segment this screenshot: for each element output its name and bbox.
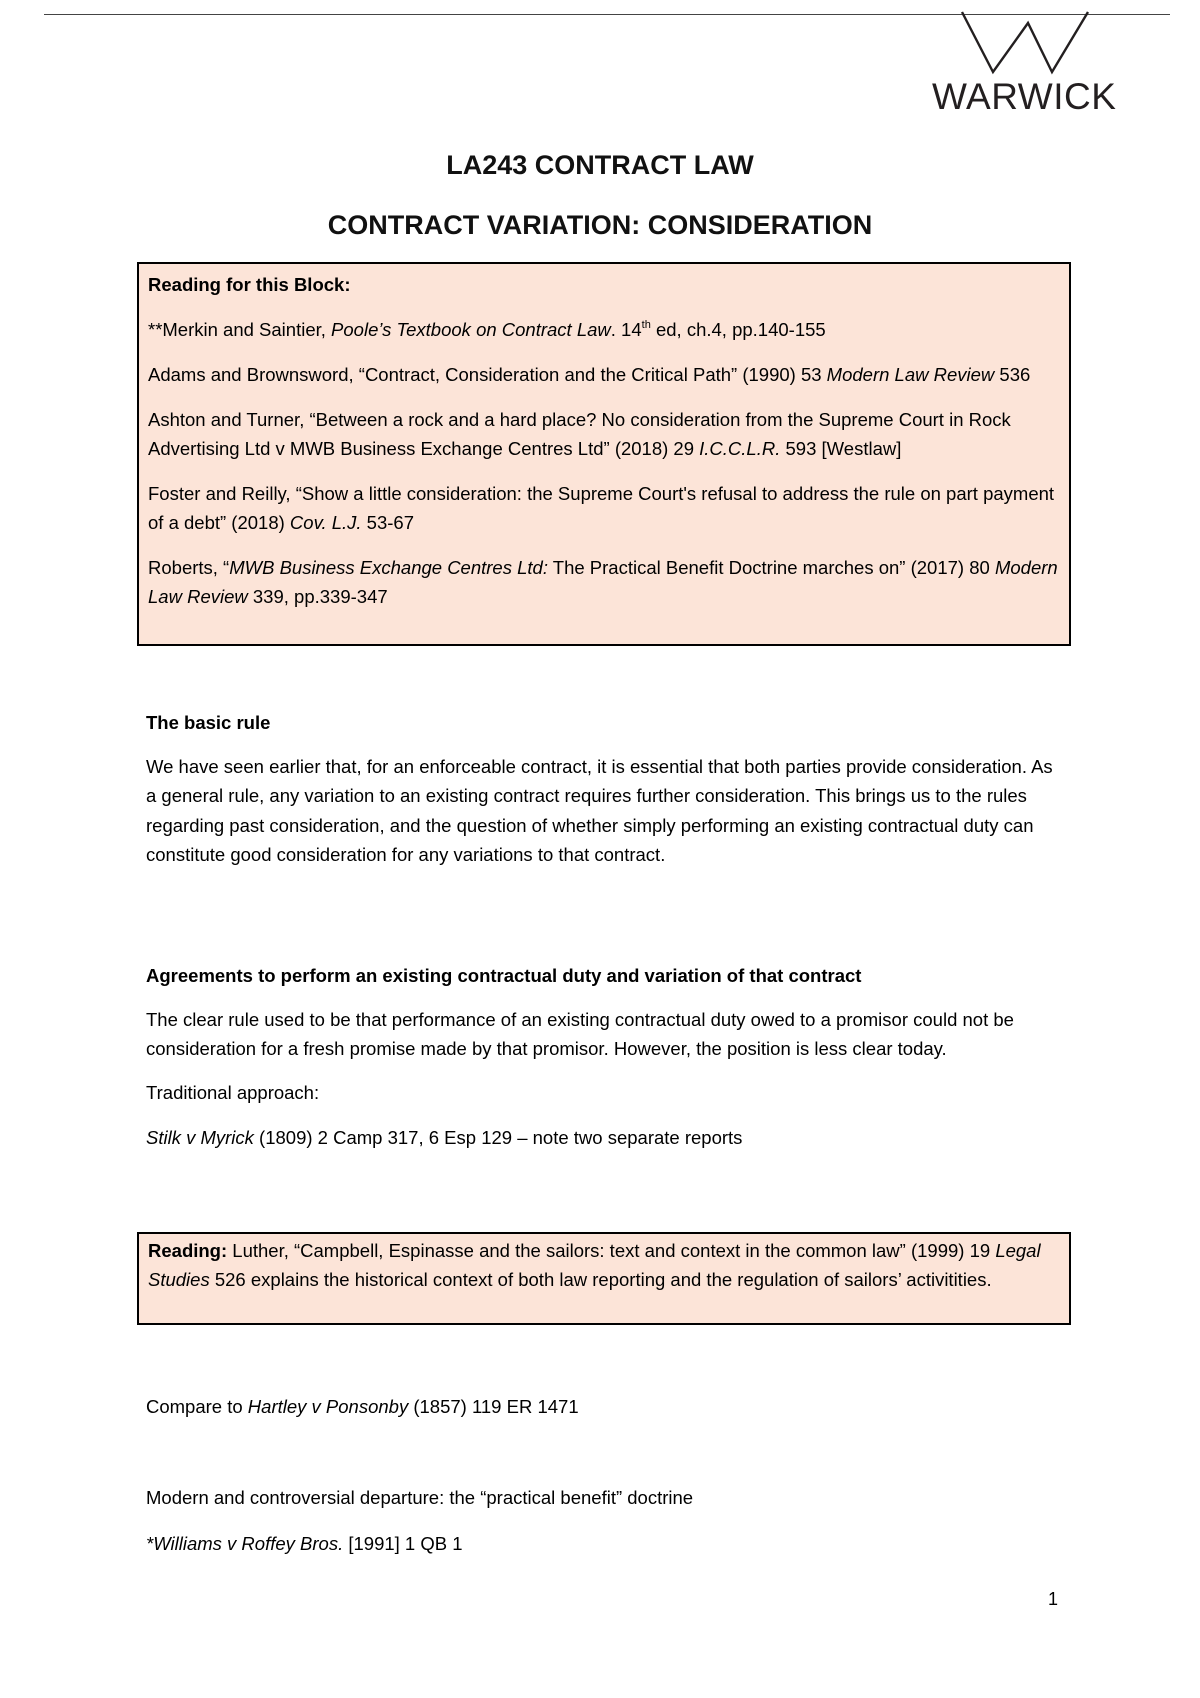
agreements-section [146,961,1056,1153]
topic-title: CONTRACT VARIATION: CONSIDERATION [327,210,873,240]
case-citation: Stilk v Myrick (1809) 2 Camp 317, 6 Esp 129 – note two separate reports [146,1127,743,1148]
paragraph: The clear rule used to be that performance of an existing contractual duty owed to a promisor could not be consideration for a fresh promise made by that promisor. However, the position is less clear today. [146,1008,1014,1059]
warwick-w-mark-icon [960,10,1100,76]
paragraph: Traditional approach: [146,1081,320,1103]
reading-item: **Merkin and Saintier, Poole’s Textbook on Contract Law. 14th ed, ch.4, pp.140-155 [148,319,826,340]
reading-item: Adams and Brownsword, “Contract, Consideration and the Critical Path” (1990) 53 Modern Law Review 536 [148,364,1031,385]
case-citation: *Williams v Roffey Bros. [1991] 1 QB 1 [146,1532,463,1554]
reading-box [137,262,1071,646]
basic-rule-section [146,708,1056,870]
modern-section [146,1483,1056,1558]
reading-heading: Reading for this Block: [148,274,351,295]
reading-item: Ashton and Turner, “Between a rock and a hard place? No consideration from the Supreme Court in Rock Advertising Ltd v MWB Business Exchange Centres Ltd” (2018) 29 I.C.C.L.R. 593 [Westlaw] [148,409,1011,459]
warwick-logo [930,10,1130,117]
reading-box-luther [137,1232,1071,1325]
section-heading: Agreements to perform an existing contractual duty and variation of that contract [146,965,862,986]
paragraph: We have seen earlier that, for an enforceable contract, it is essential that both parties provide consideration. As a general rule, any variation to an existing contract requires further consideration. This brings us to the rules regarding past consideration, and the question of whether simply performing an existing contractual duty can constitute good consideration for any variations to that contract. [146,755,1053,865]
reading-item: Roberts, “MWB Business Exchange Centres Ltd: The Practical Benefit Doctrine marches on” (2017) 80 Modern Law Review 339, pp.339-347 [148,557,1058,607]
logo-text: WARWICK [932,76,1117,117]
compare-line: Compare to Hartley v Ponsonby (1857) 119 ER 1471 [146,1396,579,1417]
paragraph: Modern and controversial departure: the “practical benefit” doctrine [146,1487,694,1508]
course-title: LA243 CONTRACT LAW [446,150,754,180]
section-heading: The basic rule [146,712,271,733]
reading-item: Reading: Luther, “Campbell, Espinasse and the sailors: text and context in the common law” (1999) 19 Legal Studies 526 explains the historical context of both law reporting and the regulation of sailors’ activitities. [148,1240,1041,1290]
page-number: 1 [1048,1589,1059,1609]
reading-item: Foster and Reilly, “Show a little consideration: the Supreme Court's refusal to address the rule on part payment of a debt” (2018) Cov. L.J. 53-67 [148,483,1055,533]
